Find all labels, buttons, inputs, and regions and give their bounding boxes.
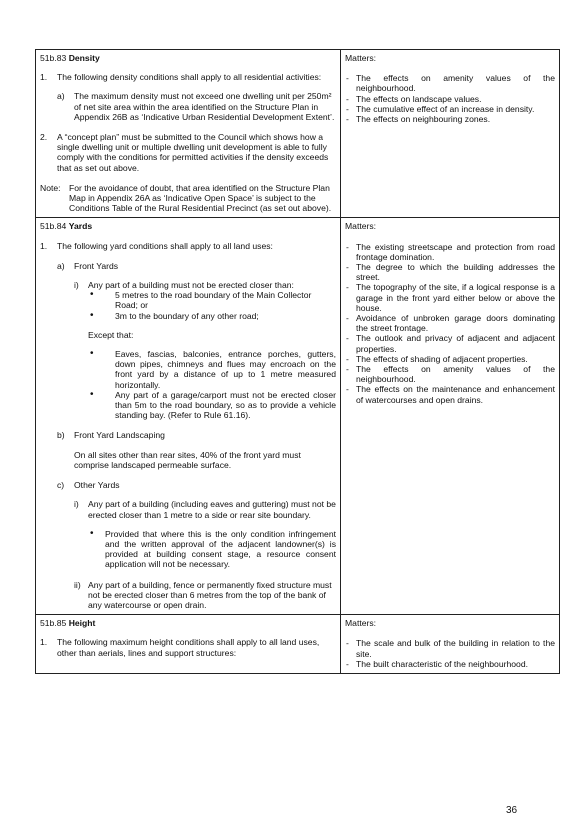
- subitem-number: a): [57, 260, 65, 271]
- subitem-number: c): [57, 480, 65, 491]
- rule-conditions-cell: [36, 615, 341, 674]
- subitem-number: a): [57, 91, 65, 102]
- matters-label: Matters:: [345, 221, 377, 232]
- roman-number: i): [74, 280, 79, 291]
- rule-title: Density: [68, 53, 100, 63]
- subitem-number: b): [57, 430, 65, 441]
- condition-item: [40, 637, 336, 657]
- matters-label: Matters:: [345, 618, 377, 629]
- bullet-item: • Any part of a garage/carport must not be erected closer than 5m to the road boundary, so as to provide a vehicle standing bay. (Refer to Rule 61.16).: [88, 390, 336, 421]
- bullet-list: [88, 290, 336, 321]
- page-number: 36: [506, 805, 518, 816]
- rule-heading: [40, 221, 336, 231]
- matters-cell: [341, 50, 560, 218]
- condition-subitem: [57, 261, 336, 271]
- subitem-text: Other Yards: [74, 480, 120, 491]
- bullet-item: • 3m to the boundary of any other road;: [88, 311, 336, 321]
- note-text: For the avoidance of doubt, that area identified on the Structure Plan Map in Appendix 26A as ‘Indicative Open Space’ is subject to the Conditions Table of the Rural Residential Precinct (as set out above).: [69, 182, 332, 214]
- rules-table: [35, 49, 560, 674]
- matter-item: - Avoidance of unbroken garage doors dominating the street frontage.: [345, 313, 555, 333]
- matters-list: [345, 242, 555, 405]
- matter-item: - The cumulative effect of an increase in density.: [345, 104, 555, 114]
- matters-label: Matters:: [345, 53, 377, 63]
- rule-row-height: [36, 615, 560, 674]
- condition-item: [40, 241, 336, 251]
- item-number: 1.: [40, 72, 48, 83]
- matter-item: - The effects of shading of adjacent properties.: [345, 354, 555, 364]
- condition-subitem: [57, 91, 336, 122]
- rule-row-density: [36, 50, 560, 218]
- matter-item: - The outlook and privacy of adjacent and adjacent properties.: [345, 333, 555, 353]
- matter-item: - The topography of the site, if a logical response is a garage in the front yard either below or above the house.: [345, 282, 555, 313]
- rule-title: Height: [68, 618, 96, 629]
- condition-roman-item: [74, 580, 336, 611]
- rule-heading: [40, 618, 336, 628]
- matters-cell: [341, 218, 560, 615]
- condition-item: [40, 132, 336, 173]
- rule-conditions-cell: [36, 50, 341, 218]
- item-text: The following yard conditions shall apply to all land uses:: [57, 240, 273, 251]
- subitem-text: The maximum density must not exceed one dwelling unit per 250m² of net site area within the area identified on the Structure Plan in Appendix 26B as ‘Indicative Urban Residential Development Extent’.: [74, 91, 335, 122]
- bullet-list: [88, 349, 336, 420]
- rule-number: 51b.83: [40, 53, 69, 63]
- roman-body: [88, 499, 336, 569]
- matters-list: [345, 73, 555, 124]
- roman-text: Any part of a building (including eaves and guttering) must not be erected closer than 1 metre to a side or rear site boundary.: [88, 499, 336, 520]
- bullet-item: • Eaves, fascias, balconies, entrance porches, gutters, down pipes, chimneys and flues may encroach on the front yard by a distance of up to 1 metre measured horizontally.: [88, 349, 336, 390]
- item-number: 1.: [40, 637, 48, 648]
- rule-title: Yards: [68, 221, 93, 232]
- subitem-text: Front Yard Landscaping: [74, 430, 165, 441]
- condition-roman-item: [74, 280, 336, 420]
- item-number: 2.: [40, 132, 48, 143]
- item-text: A “concept plan” must be submitted to the Council which shows how a single dwelling unit or multiple dwelling unit development is able to fully comply with the conditions for permitted activities if the density exceeds that as set out above.: [57, 132, 329, 173]
- matter-item: - The effects on amenity values of the neighbourhood.: [345, 73, 555, 93]
- condition-subitem: [57, 480, 336, 490]
- rule-number: 51b.84: [40, 221, 69, 232]
- roman-text: Any part of a building, fence or permanently fixed structure must not be erected closer than 6 metres from the top of the bank of any watercourse or open drain.: [88, 579, 332, 610]
- matter-item: - The existing streetscape and protection from road frontage domination.: [345, 242, 555, 262]
- item-text: The following maximum height conditions shall apply to all land uses, other than aerials, lines and support structures:: [57, 637, 320, 658]
- note-label: Note:: [40, 182, 61, 193]
- rule-conditions-cell: [36, 218, 341, 615]
- matter-item: - The effects on amenity values of the neighbourhood.: [345, 364, 555, 384]
- matters-list: [345, 638, 555, 669]
- bullet-item: • 5 metres to the road boundary of the Main Collector Road; or: [88, 290, 336, 310]
- condition-item: [40, 72, 336, 82]
- item-number: 1.: [40, 240, 48, 251]
- matter-item: - The degree to which the building addresses the street.: [345, 262, 555, 282]
- roman-text: Any part of a building must not be erected closer than:: [88, 280, 294, 291]
- rule-number: 51b.85: [40, 618, 69, 629]
- matter-item: - The scale and bulk of the building in relation to the site.: [345, 638, 555, 658]
- bullet-list: [88, 529, 336, 570]
- subitem-text: Front Yards: [74, 260, 119, 271]
- rule-heading: [40, 53, 336, 63]
- matter-item: - The effects on the maintenance and enhancement of watercourses and open drains.: [345, 384, 555, 404]
- landscaping-text: On all sites other than rear sites, 40% of the front yard must comprise landscaped permeable surface.: [74, 449, 301, 470]
- matter-item: - The effects on neighbouring zones.: [345, 114, 555, 124]
- matter-item: - The effects on landscape values.: [345, 94, 555, 104]
- roman-number: i): [74, 499, 79, 510]
- except-label: Except that:: [88, 329, 134, 340]
- item-text: The following density conditions shall apply to all residential activities:: [57, 72, 322, 83]
- condition-subitem: [57, 430, 336, 440]
- matter-item: - The built characteristic of the neighbourhood.: [345, 659, 555, 669]
- matters-cell: [341, 615, 560, 674]
- bullet-item: • Provided that where this is the only condition infringement and the written approval of the adjacent landowner(s) is provided at building consent stage, a resource consent application will not be necessary.: [88, 529, 336, 570]
- rule-row-yards: [36, 218, 560, 615]
- roman-body: [88, 280, 336, 420]
- roman-number: ii): [74, 579, 81, 590]
- condition-roman-item: [74, 499, 336, 569]
- note: [40, 183, 336, 214]
